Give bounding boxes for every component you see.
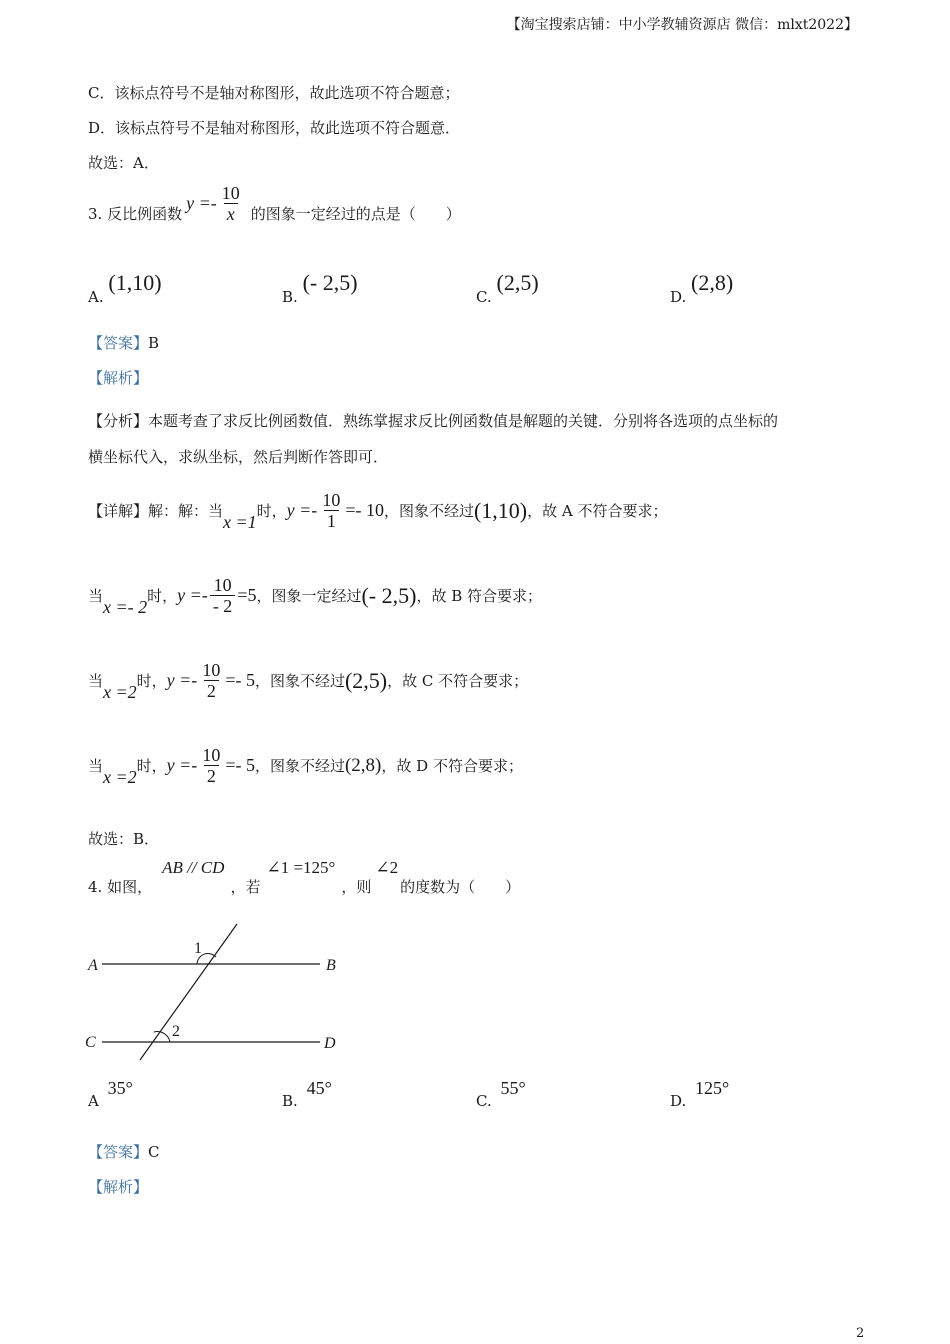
- q3-prefix: 3. 反比例函数: [88, 205, 183, 223]
- q3-option-d-label: D.: [670, 288, 687, 306]
- q4-suffix: 的度数为（ ）: [400, 878, 521, 896]
- q3-detail-row: [88, 575, 542, 616]
- detail-lead: 【详解】解：解：当: [88, 502, 224, 520]
- detail-y-rhs: =- 5: [225, 670, 255, 690]
- detail-y-lhs: y =-: [286, 500, 318, 520]
- q3-option-d-value: (2,8): [691, 270, 734, 295]
- q3-analysis-tag: 【解析】: [88, 369, 149, 387]
- detail-mid: ，图象不经过: [254, 672, 345, 690]
- detail-mid: ，图象一定经过: [256, 587, 362, 605]
- page-header: 【淘宝搜索店铺：中小学教辅资源店 微信：mlxt2022】: [506, 17, 858, 33]
- detail-denominator: 2: [204, 680, 219, 701]
- prev-conclusion: 故选：A．: [88, 154, 159, 172]
- q3-conclusion: 故选：B．: [88, 830, 160, 848]
- detail-point: (- 2,5): [361, 582, 417, 608]
- detail-point: (1,10): [473, 497, 528, 523]
- page-number: 2: [856, 1326, 865, 1341]
- q3-option-c-label: C.: [476, 288, 492, 306]
- detail-fraction: [199, 660, 223, 701]
- label-b: B: [326, 957, 336, 974]
- detail-shi: 时，: [136, 757, 167, 775]
- q3-func-numerator: 10: [221, 183, 240, 203]
- q4-condition-angle: ∠1 =125°: [266, 858, 336, 877]
- q3-detail-row: [88, 660, 528, 701]
- label-a: A: [88, 957, 98, 974]
- q3-option-c-value: (2,5): [496, 270, 539, 295]
- detail-x-condition: x =2: [103, 767, 137, 787]
- q4-answer-value: C: [148, 1143, 160, 1161]
- detail-y-rhs: =5: [237, 585, 257, 605]
- q3-option-b-label: B.: [282, 288, 298, 306]
- q4-option-d-label: D.: [670, 1092, 687, 1110]
- q4-option-a-label: A: [88, 1092, 99, 1110]
- q4-target-angle: ∠2: [375, 858, 399, 877]
- q4-option-a: [88, 1078, 133, 1110]
- detail-y-rhs: =- 10: [345, 500, 384, 520]
- q4-ze: ，则: [341, 878, 372, 896]
- q4-option-d: [670, 1078, 730, 1110]
- detail-fraction: [319, 490, 343, 531]
- detail-shi: 时，: [256, 502, 287, 520]
- q3-detail-row: [88, 745, 523, 786]
- detail-tail: ，故 A 不符合要求；: [527, 502, 668, 520]
- label-angle-2: 2: [172, 1023, 180, 1040]
- detail-y-lhs: y =-: [166, 670, 198, 690]
- detail-x-condition: x =2: [103, 682, 137, 702]
- detail-point: (2,8): [344, 754, 382, 776]
- q4-ruo: ，若: [230, 878, 261, 896]
- detail-mid: ，图象不经过: [383, 502, 474, 520]
- q3-option-c: [476, 270, 539, 306]
- detail-lead: 当: [88, 757, 104, 775]
- q3-stem: [88, 183, 461, 224]
- q3-func-fraction: [219, 183, 243, 224]
- detail-shi: 时，: [147, 587, 178, 605]
- detail-fraction: [210, 575, 236, 616]
- q3-answer-tag: 【答案】: [88, 334, 149, 352]
- q3-option-b: [282, 270, 358, 306]
- detail-mid: ，图象不经过: [254, 757, 345, 775]
- detail-y-lhs: y =-: [177, 585, 208, 605]
- detail-numerator: 10: [322, 490, 341, 510]
- q3-func-lhs: y =-: [186, 193, 217, 213]
- detail-tail: ，故 C 不符合要求；: [387, 672, 529, 690]
- q3-fenxi-line-1: 【分析】本题考查了求反比例函数值．熟练掌握求反比例函数值是解题的关键．分别将各选项的点坐标的: [88, 412, 779, 430]
- q4-option-d-value: 125°: [695, 1078, 730, 1098]
- label-d: D: [324, 1035, 336, 1052]
- detail-x-condition: x =1: [223, 512, 257, 532]
- label-c: C: [85, 1034, 96, 1051]
- detail-numerator: 10: [202, 660, 221, 680]
- detail-denominator: - 2: [210, 595, 236, 616]
- q3-option-b-value: (- 2,5): [302, 270, 358, 295]
- q4-option-b-label: B.: [282, 1092, 298, 1110]
- detail-tail: ，故 B 符合要求；: [416, 587, 543, 605]
- q4-option-c: [476, 1078, 526, 1110]
- detail-denominator: 2: [204, 765, 219, 786]
- q3-func-denominator: x: [224, 203, 238, 224]
- q4-answer-tag: 【答案】: [88, 1143, 149, 1161]
- q4-option-c-value: 55°: [500, 1078, 526, 1098]
- q3-option-d: [670, 270, 734, 306]
- detail-fraction: [199, 745, 223, 786]
- q3-answer: [88, 332, 159, 353]
- detail-y-rhs: =- 5: [225, 755, 255, 775]
- q3-answer-value: B: [148, 334, 160, 352]
- q4-option-c-label: C.: [476, 1092, 492, 1110]
- q4-answer: [88, 1141, 160, 1162]
- detail-lead: 当: [88, 672, 104, 690]
- q3-fenxi-line-2: 横坐标代入，求纵坐标，然后判断作答即可．: [88, 448, 389, 466]
- detail-numerator: 10: [202, 745, 221, 765]
- detail-denominator: 1: [324, 510, 339, 531]
- prev-option-d-explanation: D．该标点符号不是轴对称图形，故此选项不符合题意．: [88, 119, 461, 137]
- q3-option-a: [88, 270, 162, 306]
- q3-option-a-label: A.: [88, 288, 104, 306]
- detail-point: (2,5): [344, 667, 388, 693]
- q4-option-a-value: 35°: [107, 1078, 133, 1098]
- transversal-line: [140, 924, 237, 1060]
- q4-stem: [88, 858, 520, 897]
- label-angle-1: 1: [194, 940, 202, 957]
- q3-detail-row: [88, 490, 668, 531]
- q4-analysis-tag: 【解析】: [88, 1178, 149, 1196]
- q4-option-b: [282, 1078, 332, 1110]
- q4-prefix: 4. 如图，: [88, 878, 153, 896]
- detail-numerator: 10: [213, 575, 232, 595]
- q4-option-b-value: 45°: [306, 1078, 332, 1098]
- detail-tail: ，故 D 不符合要求；: [381, 757, 523, 775]
- parallel-lines-figure: [80, 918, 350, 1066]
- q4-condition-parallel: AB // CD: [162, 858, 225, 877]
- detail-lead: 当: [88, 587, 104, 605]
- detail-x-condition: x =- 2: [103, 597, 148, 617]
- q3-option-a-value: (1,10): [108, 270, 162, 295]
- prev-option-c-explanation: C．该标点符号不是轴对称图形，故此选项不符合题意；: [88, 84, 460, 102]
- q3-suffix: 的图象一定经过的点是（ ）: [250, 205, 461, 223]
- detail-y-lhs: y =-: [166, 755, 198, 775]
- detail-shi: 时，: [136, 672, 167, 690]
